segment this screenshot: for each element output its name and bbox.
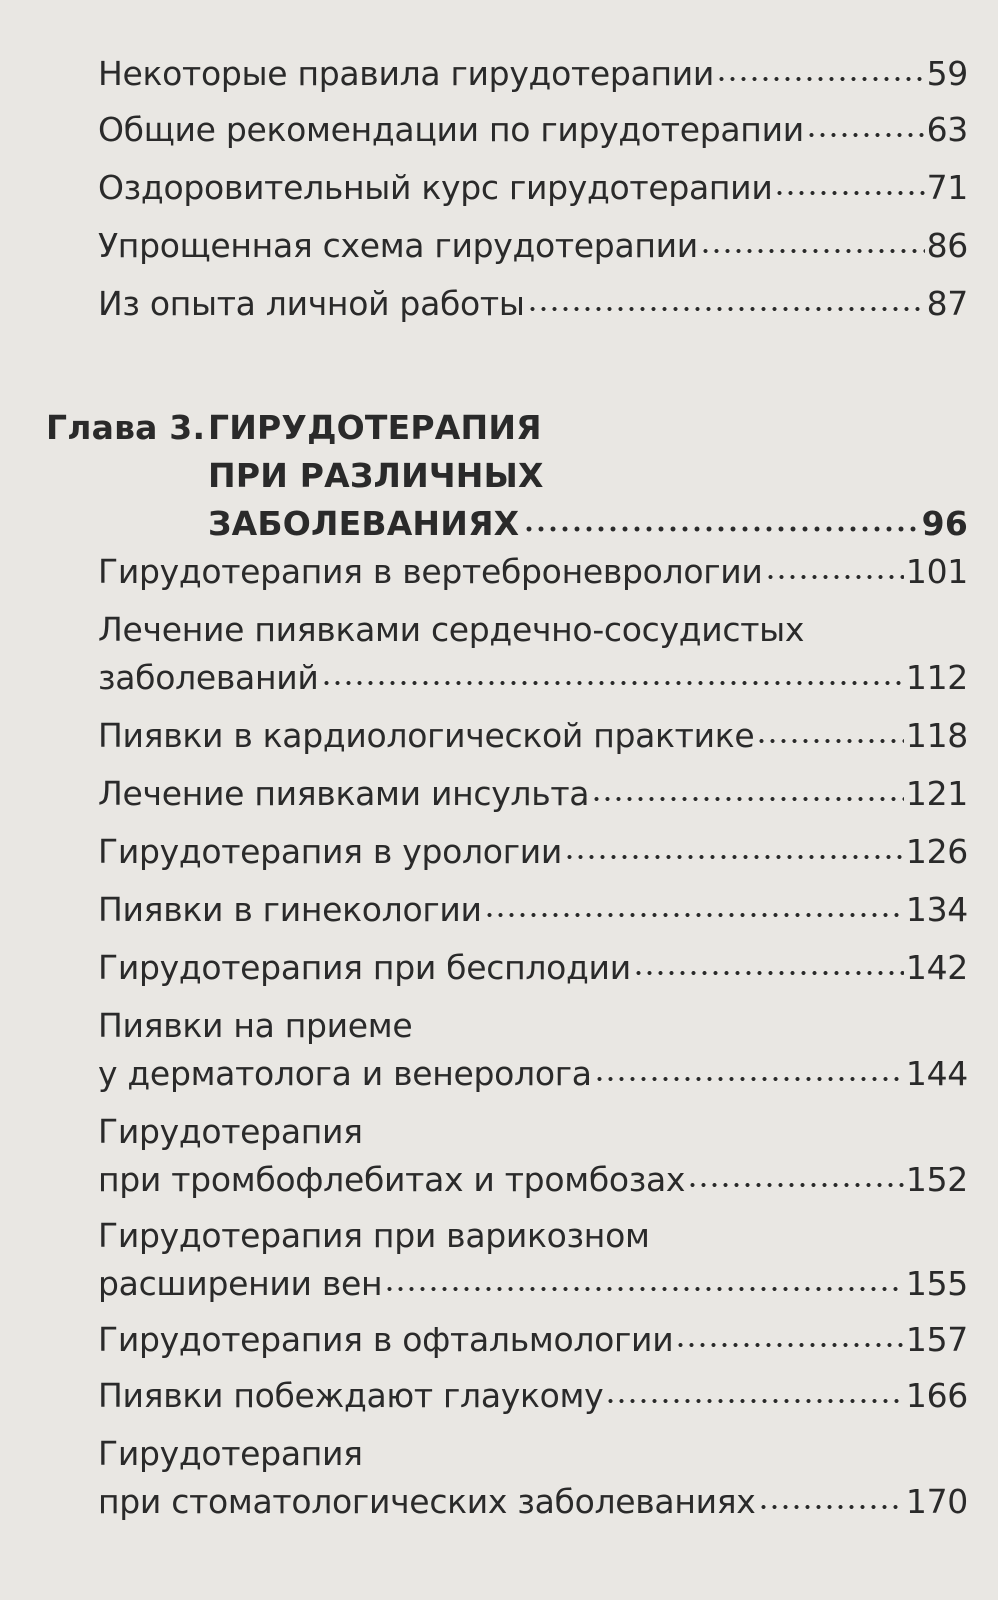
toc-entry-title: Лечение пиявками инсульта [98, 774, 590, 813]
toc-entry [98, 828, 968, 876]
toc-entry [98, 548, 968, 596]
toc-entry-page: 87 [926, 284, 968, 323]
chapter-page: 96 [921, 504, 968, 543]
chapter-title-line: ЗАБОЛЕВАНИЯХ [208, 504, 520, 543]
chapter-label: Глава 3. [46, 408, 206, 447]
toc-entry-page: 118 [905, 716, 968, 755]
chapter-title-line: ПРИ РАЗЛИЧНЫХ [208, 456, 544, 495]
toc-entry-page: 86 [926, 226, 968, 265]
toc-entry [98, 1108, 968, 1204]
toc-entry-title: Некоторые правила гирудотерапии [98, 54, 715, 93]
toc-entry-page: 166 [905, 1376, 968, 1415]
toc-entry-title: Пиявки побеждают глаукому [98, 1376, 604, 1415]
toc-entry-page: 134 [905, 890, 968, 929]
toc-entry-title: Лечение пиявками сердечно-сосудистых [98, 610, 805, 649]
toc-entry [98, 1212, 968, 1308]
dot-leader [605, 1397, 904, 1405]
toc-entry-page: 126 [905, 832, 968, 871]
dot-leader [756, 737, 904, 745]
dot-leader [675, 1341, 904, 1349]
toc-entry-title: Гирудотерапия [98, 1112, 363, 1151]
dot-leader [594, 1075, 904, 1083]
dot-leader [765, 573, 904, 581]
dot-leader [564, 853, 904, 861]
toc-entry [98, 106, 968, 154]
toc-entry-page: 144 [905, 1054, 968, 1093]
toc-entry [98, 164, 968, 212]
toc-entry-page: 59 [926, 54, 968, 93]
dot-leader [591, 795, 904, 803]
toc-entry [98, 944, 968, 992]
toc-entry-page: 155 [905, 1264, 968, 1303]
dot-leader [384, 1285, 904, 1293]
dot-leader [321, 679, 904, 687]
toc-entry-page: 121 [905, 774, 968, 813]
toc-entry-title: Гирудотерапия в офтальмологии [98, 1320, 674, 1359]
toc-entry-title: Упрощенная схема гирудотерапии [98, 226, 698, 265]
toc-entry-title: Общие рекомендации по гирудотерапии [98, 110, 804, 149]
dot-leader [806, 131, 925, 139]
toc-entry [98, 886, 968, 934]
toc-entry-page: 63 [926, 110, 968, 149]
dot-leader [484, 911, 904, 919]
toc-entry-page: 170 [905, 1482, 968, 1521]
dot-leader [716, 75, 925, 83]
toc-entry-title: у дерматолога и венеролога [98, 1054, 592, 1093]
toc-entry [98, 1372, 968, 1420]
toc-entry [98, 770, 968, 818]
toc-entry-page: 152 [905, 1160, 968, 1199]
toc-entry [98, 606, 968, 702]
dot-leader [700, 247, 925, 255]
toc-entry-title: Пиявки на приеме [98, 1006, 413, 1045]
toc-entry-title: Гирудотерапия [98, 1434, 363, 1473]
toc-entry [98, 1430, 968, 1526]
toc-entry-title: заболеваний [98, 658, 319, 697]
toc-entry-title: Гирудотерапия при бесплодии [98, 948, 631, 987]
dot-leader [633, 969, 904, 977]
toc-entry-page: 101 [905, 552, 968, 591]
toc-entry [98, 1316, 968, 1364]
toc-entry [98, 50, 968, 98]
toc-entry-page: 157 [905, 1320, 968, 1359]
toc-entry-title: при тромбофлебитах и тромбозах [98, 1160, 686, 1199]
toc-entry-page: 71 [926, 168, 968, 207]
chapter-heading [46, 404, 968, 548]
toc-entry [98, 280, 968, 328]
toc-entry [98, 712, 968, 760]
toc-entry-title: Оздоровительный курс гирудотерапии [98, 168, 773, 207]
toc-entry-title: Гирудотерапия в урологии [98, 832, 563, 871]
toc-entry-title: расширении вен [98, 1264, 383, 1303]
chapter-title-line: ГИРУДОТЕРАПИЯ [208, 408, 542, 447]
toc-entry-title: Пиявки в кардиологической практике [98, 716, 755, 755]
toc-entry-title: Гирудотерапия в вертеброневрологии [98, 552, 763, 591]
dot-leader [527, 305, 925, 313]
toc-entry-title: Гирудотерапия при варикозном [98, 1216, 650, 1255]
dot-leader [774, 189, 924, 197]
toc-entry-page: 142 [905, 948, 968, 987]
toc-entry-title: при стоматологических заболеваниях [98, 1482, 756, 1521]
toc-entry [98, 1002, 968, 1098]
dot-leader [758, 1503, 904, 1511]
toc-entry-title: Из опыта личной работы [98, 284, 525, 323]
dot-leader [687, 1181, 904, 1189]
toc-entry-title: Пиявки в гинекологии [98, 890, 482, 929]
toc-entry-page: 112 [905, 658, 968, 697]
toc-entry [98, 222, 968, 270]
dot-leader [523, 525, 917, 533]
